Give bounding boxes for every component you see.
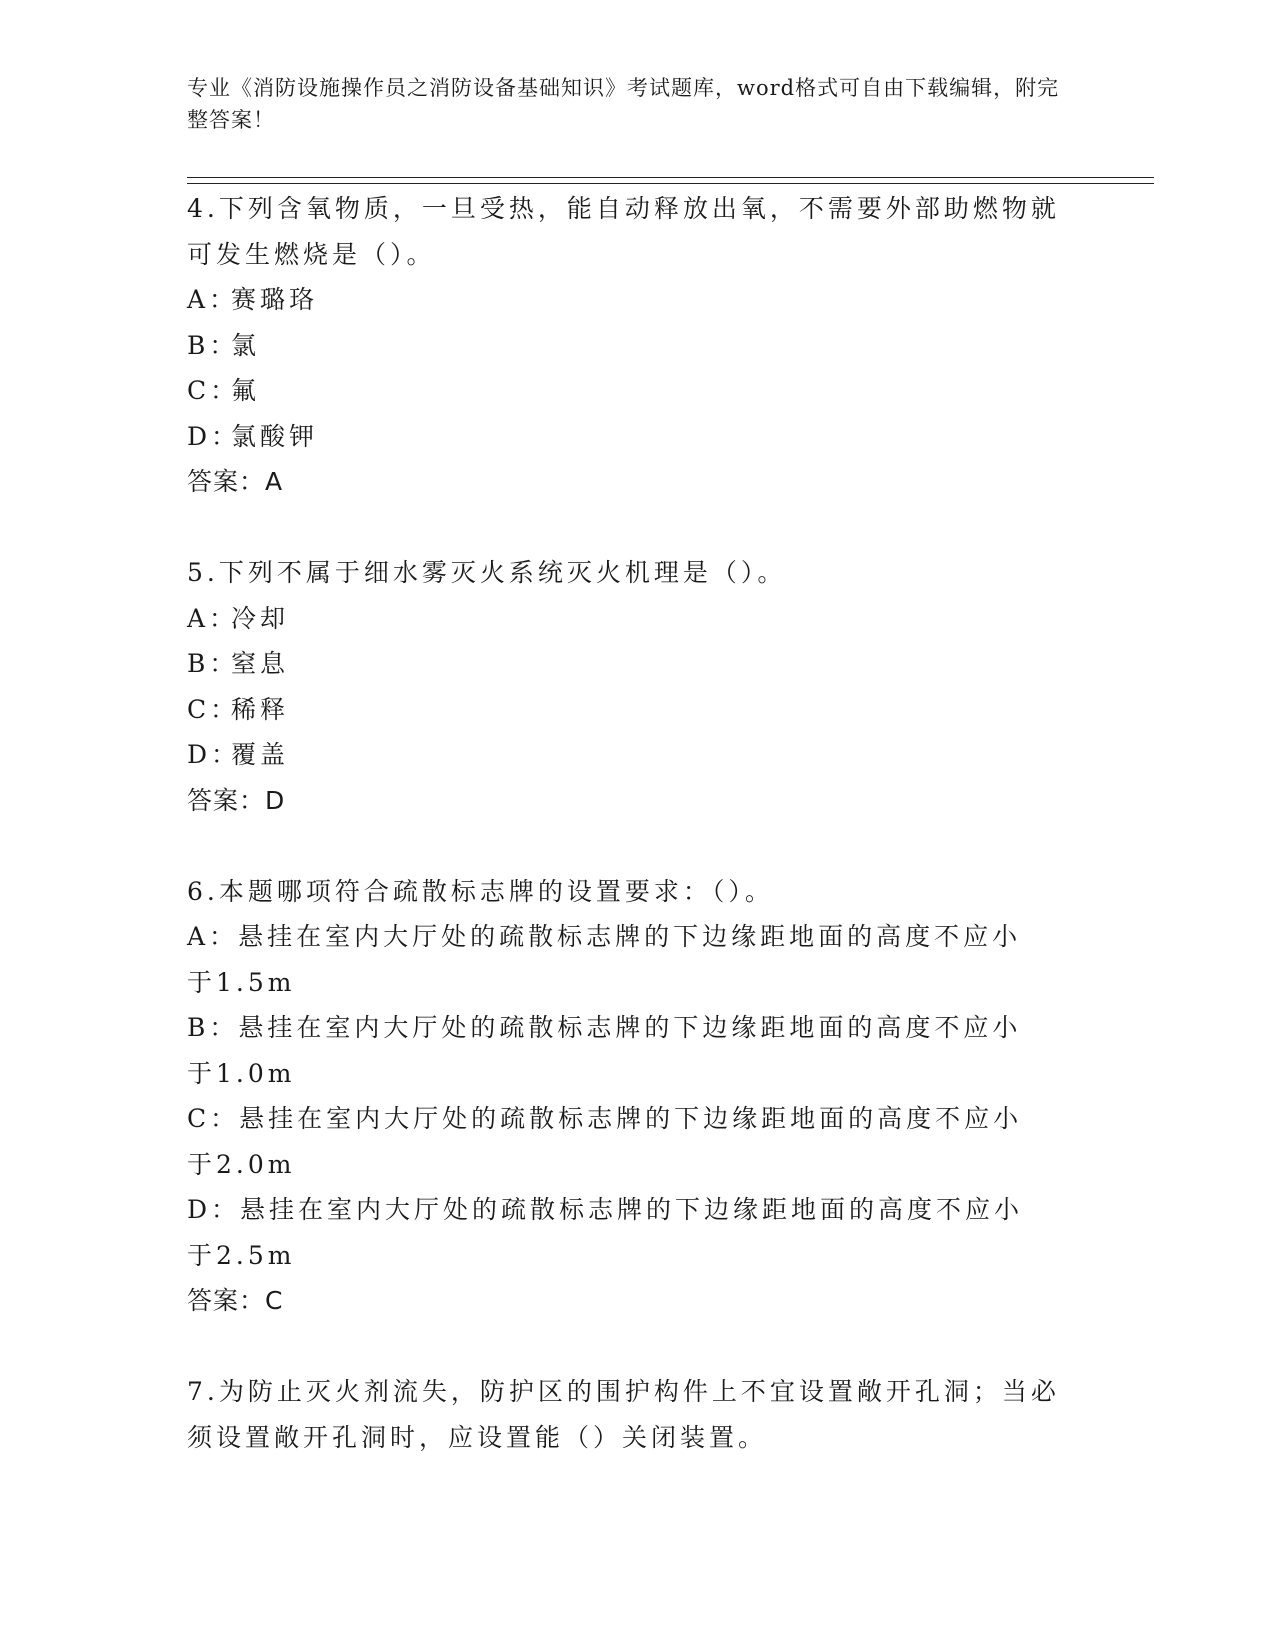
option-key: C： <box>187 694 240 724</box>
option-text: 悬挂在室内大厅处的疏散标志牌的下边缘距地面的高度不应小于2.0m <box>187 1104 1023 1179</box>
question-item <box>187 1369 1067 1460</box>
answer-line: 答案：D <box>187 785 286 815</box>
option-key: D： <box>187 421 241 451</box>
option-text: 稀释 <box>231 694 290 724</box>
option-d <box>187 1187 1047 1278</box>
option-key: B： <box>187 649 239 678</box>
option-d <box>187 732 1047 778</box>
option-b <box>187 323 1047 369</box>
answer-line: 答案：C <box>187 1286 284 1315</box>
option-text: 氟 <box>231 376 261 405</box>
answer-line: 答案：A <box>187 467 284 496</box>
question-item <box>187 550 1067 823</box>
option-text: 悬挂在室内大厅处的疏散标志牌的下边缘距地面的高度不应小于1.0m <box>187 1013 1022 1088</box>
question-item <box>187 186 1067 504</box>
option-key: A： <box>187 285 239 314</box>
option-a <box>187 596 1047 642</box>
option-c <box>187 368 1047 414</box>
option-key: D： <box>187 740 241 769</box>
option-key: D： <box>187 1195 241 1224</box>
question-item <box>187 869 1067 1324</box>
option-c <box>187 1096 1047 1187</box>
question-stem: 7.为防止灭火剂流失，防护区的围护构件上不宜设置敞开孔洞；当必须设置敞开孔洞时，应设置能（）关闭装置。 <box>187 1377 1060 1452</box>
option-key: B： <box>187 330 239 360</box>
question-stem: 6.本题哪项符合疏散标志牌的设置要求：（）。 <box>187 876 774 906</box>
option-c <box>187 687 1047 733</box>
option-key: C： <box>187 1104 240 1133</box>
option-text: 窒息 <box>231 649 290 678</box>
question-stem: 4.下列含氧物质，一旦受热，能自动释放出氧，不需要外部助燃物就可发生燃烧是（）。 <box>187 194 1060 269</box>
option-text: 悬挂在室内大厅处的疏散标志牌的下边缘距地面的高度不应小于1.5m <box>187 922 1022 997</box>
header-divider-bottom <box>187 183 1154 184</box>
header-divider-top <box>187 177 1154 178</box>
option-b <box>187 641 1047 687</box>
option-text: 氯 <box>231 330 261 360</box>
option-key: B： <box>187 1013 239 1042</box>
question-stem: 5.下列不属于细水雾灭火系统灭火机理是（）。 <box>187 558 787 587</box>
option-key: C： <box>187 376 240 405</box>
option-text: 覆盖 <box>231 740 290 769</box>
option-d <box>187 414 1047 460</box>
option-text: 氯酸钾 <box>231 421 319 451</box>
option-key: A： <box>187 603 239 633</box>
option-text: 悬挂在室内大厅处的疏散标志牌的下边缘距地面的高度不应小于2.5m <box>187 1195 1024 1270</box>
option-a <box>187 914 1047 1005</box>
document-header: 专业《消防设施操作员之消防设备基础知识》考试题库，word格式可自由下载编辑，附完整答案！ <box>187 76 1060 132</box>
option-b <box>187 1005 1047 1096</box>
option-text: 冷却 <box>231 603 290 633</box>
option-text: 赛璐珞 <box>231 285 319 314</box>
question-list <box>187 186 1067 1506</box>
option-a <box>187 277 1047 323</box>
option-key: A： <box>187 922 239 951</box>
